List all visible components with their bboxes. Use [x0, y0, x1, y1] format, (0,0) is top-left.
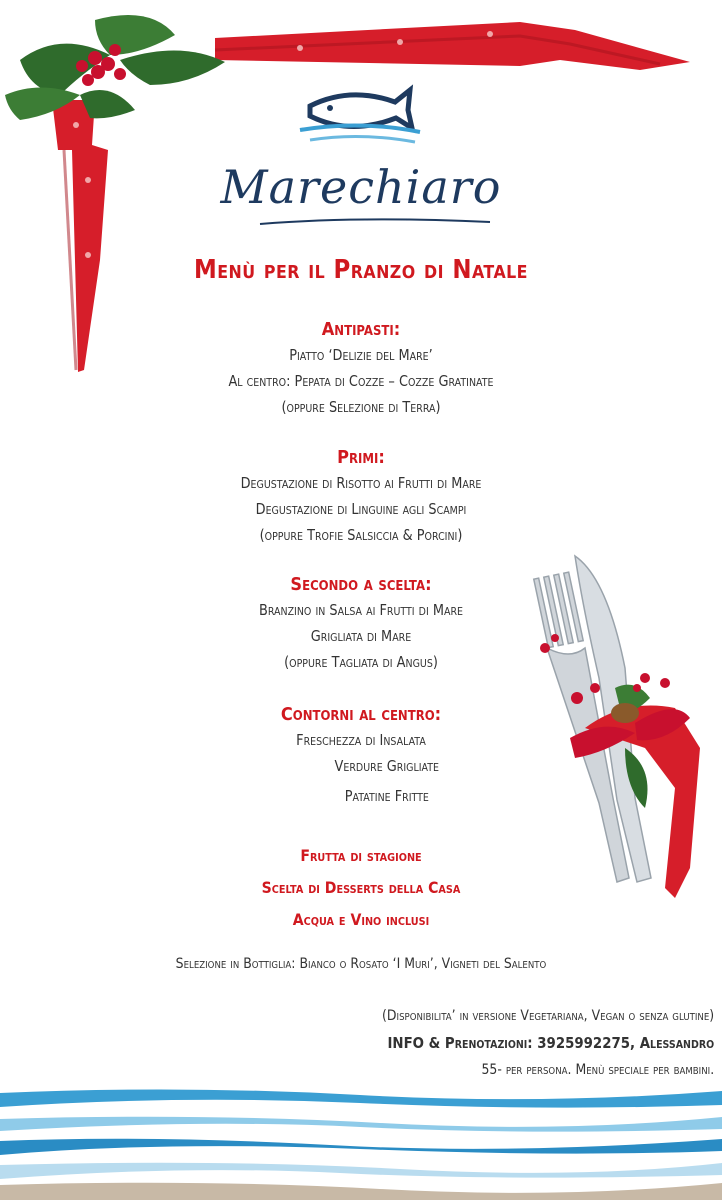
- booking-info: INFO & Prenotazioni: 3925992275, Alessandro: [387, 1034, 714, 1052]
- wine-selection: Selezione in Bottiglia: Bianco o Rosato ‘I Muri’, Vigneti del Salento: [175, 956, 547, 972]
- menu-line: Freschezza di Insalata: [296, 731, 426, 749]
- section-heading: Secondo a scelta:: [290, 574, 432, 595]
- section-primi: [0, 446, 722, 548]
- menu-line: Al centro: Pepata di Cozze – Cozze Gratinate: [228, 372, 494, 390]
- section-heading: Contorni al centro:: [280, 704, 442, 725]
- menu-line: (oppure Tagliata di Angus): [284, 653, 438, 671]
- logo: [200, 78, 522, 253]
- menu-line: (oppure Selezione di Terra): [281, 398, 441, 416]
- menu-line: Patatine Fritte: [344, 787, 429, 805]
- cutlery-bow-icon: [525, 548, 715, 908]
- sea-waves-icon: [0, 1085, 722, 1200]
- logo-name: Marechiaro: [220, 160, 502, 214]
- menu-line: (oppure Trofie Salsiccia & Porcini): [259, 526, 463, 544]
- menu-line: Degustazione di Linguine agli Scampi: [255, 500, 467, 518]
- menu-line: Verdure Grigliate: [334, 757, 440, 775]
- menu-line: Degustazione di Risotto ai Frutti di Mare: [240, 474, 482, 492]
- extra-item: Frutta di stagione: [300, 846, 422, 865]
- section-heading: Antipasti:: [321, 319, 401, 340]
- price-note: 55- per persona. Menù speciale per bambini.: [481, 1062, 714, 1078]
- extra-item: Acqua e Vino inclusi: [292, 910, 430, 929]
- info-block: [328, 1003, 714, 1083]
- section-heading: Primi:: [337, 447, 385, 468]
- menu-line: Grigliata di Mare: [310, 627, 412, 645]
- extra-item: Scelta di Desserts della Casa: [261, 878, 461, 897]
- menu-line: Piatto ‘Delizie del Mare’: [289, 346, 433, 364]
- menu-title: Menù per il Pranzo di Natale: [194, 255, 528, 285]
- section-antipasti: [0, 318, 722, 420]
- availability-note: (Disponibilita’ in versione Vegetariana, Vegan o senza glutine): [381, 1008, 714, 1024]
- fish-icon: [200, 78, 522, 158]
- menu-line: Branzino in Salsa ai Frutti di Mare: [258, 601, 464, 619]
- logo-underline: [200, 218, 522, 238]
